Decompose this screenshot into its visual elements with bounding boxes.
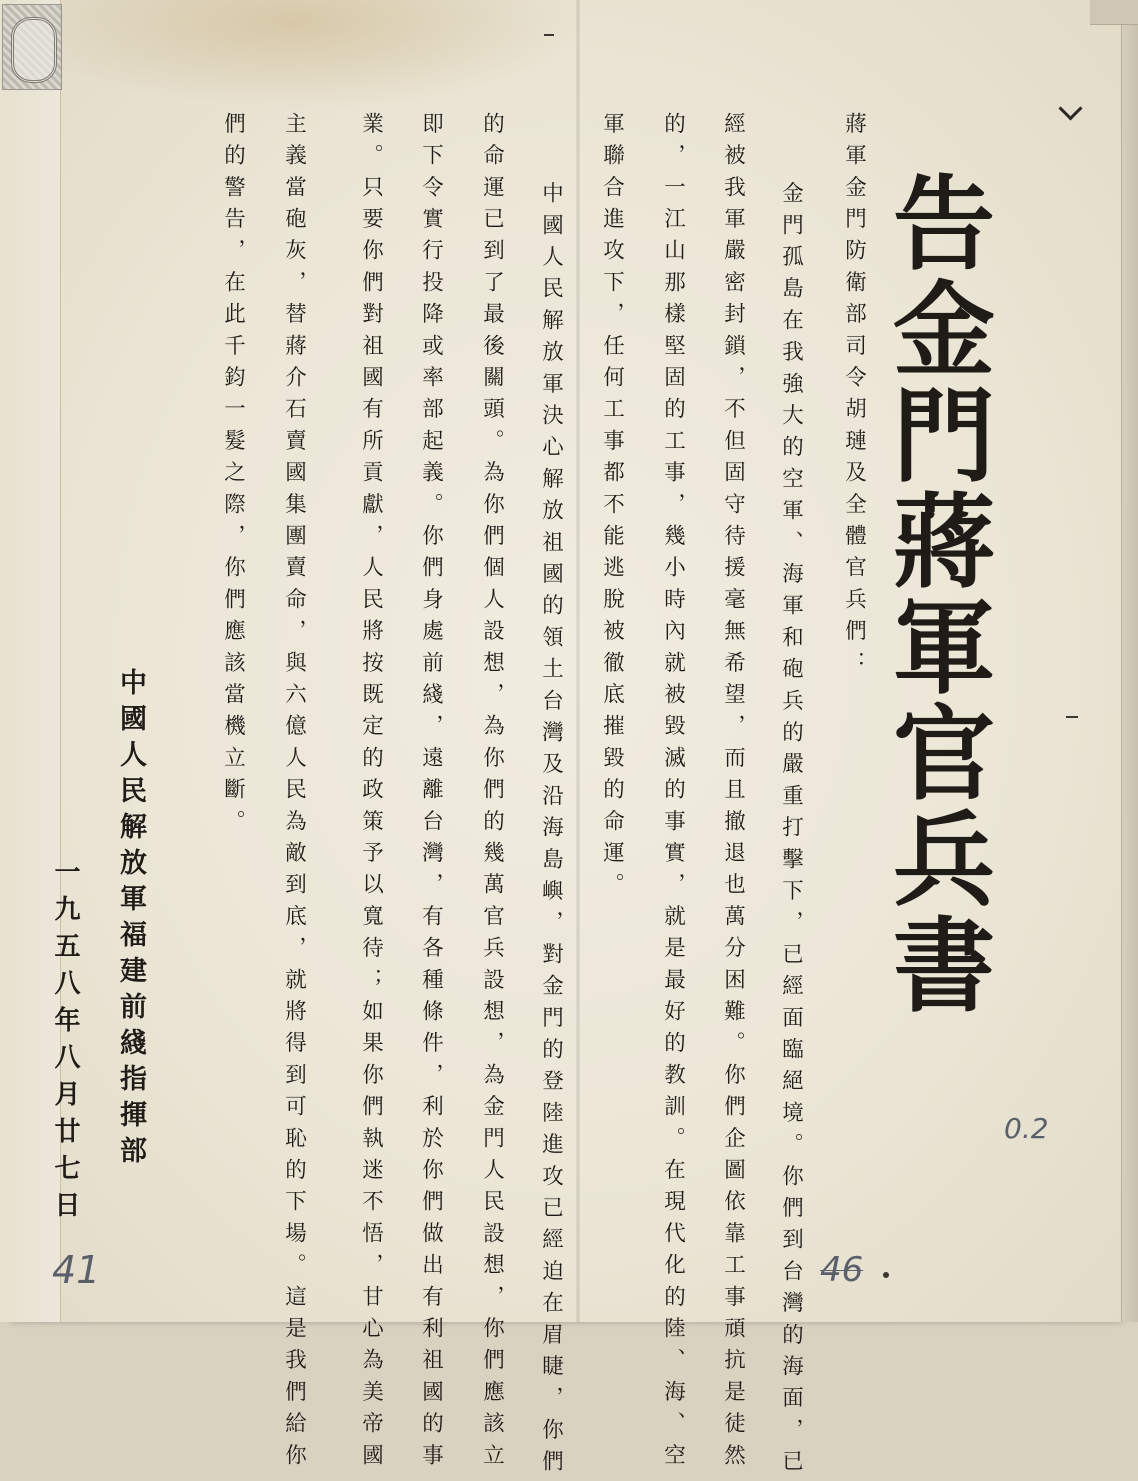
print-dash (1066, 716, 1078, 718)
body-column-9: 主義當砲灰，替蔣介石賣國集團賣命，與六億人民為敵到底，就將得到可恥的下場。這是我們給你 (281, 112, 307, 1476)
page-number-right: 46 (820, 1250, 864, 1290)
issuer-signature: 中國人民解放軍福建前綫指揮部 (115, 668, 146, 1172)
stamp-inner-seal (11, 17, 57, 83)
price-mark: 0.2 (1004, 1112, 1049, 1145)
page-number-left: 41 (52, 1248, 101, 1292)
body-column-6: 的命運已到了最後關頭。為你們個人設想，為你們的幾萬官兵設想，為金門人民設想，你們應該立 (479, 112, 505, 1476)
body-column-3: 的，一江山那樣堅固的工事，幾小時內就被毀滅的事實，就是最好的教訓。在現代化的陸、海、空 (660, 112, 686, 1476)
stamp-icon (2, 4, 62, 90)
issue-date: 一九五八年八月廿七日 (50, 858, 80, 1228)
body-column-7: 即下令實行投降或率部起義。你們身處前綫，遠離台灣，有各種條件，利於你們做出有利祖國的事 (418, 112, 444, 1476)
paper-stain (60, 0, 580, 110)
salutation: 蔣軍金門防衛部司令胡璉及全體官兵們： (841, 112, 867, 683)
paper-fold-line (576, 0, 580, 1322)
body-column-8: 業。只要你們對祖國有所貢獻，人民將按既定的政策予以寬待；如果你們執迷不悟，甘心為美帝國 (358, 112, 384, 1476)
body-column-2: 經被我軍嚴密封鎖，不但固守待援毫無希望，而且撤退也萬分困難。你們企圖依靠工事頑抗是徒然 (720, 112, 746, 1476)
ink-dot (883, 1272, 889, 1278)
body-column-10: 們的警告，在此千鈞一髮之際，你們應該當機立斷。 (220, 112, 246, 842)
print-dash (544, 34, 554, 36)
leaflet-title: 告金門蔣軍官兵書 (876, 170, 996, 1018)
body-column-5: 中國人民解放軍決心解放祖國的領土台灣及沿海島嶼，對金門的登陸進攻已經迫在眉睫，你們 (538, 150, 564, 1481)
body-column-1: 金門孤島在我強大的空軍、海軍和砲兵的嚴重打擊下，已經面臨絕境。你們到台灣的海面，已 (778, 150, 804, 1481)
page-corner (1090, 0, 1138, 25)
body-column-4: 軍聯合進攻下，任何工事都不能逃脫被徹底摧毀的命運。 (599, 112, 625, 905)
adjacent-page-edge (1121, 0, 1138, 1322)
